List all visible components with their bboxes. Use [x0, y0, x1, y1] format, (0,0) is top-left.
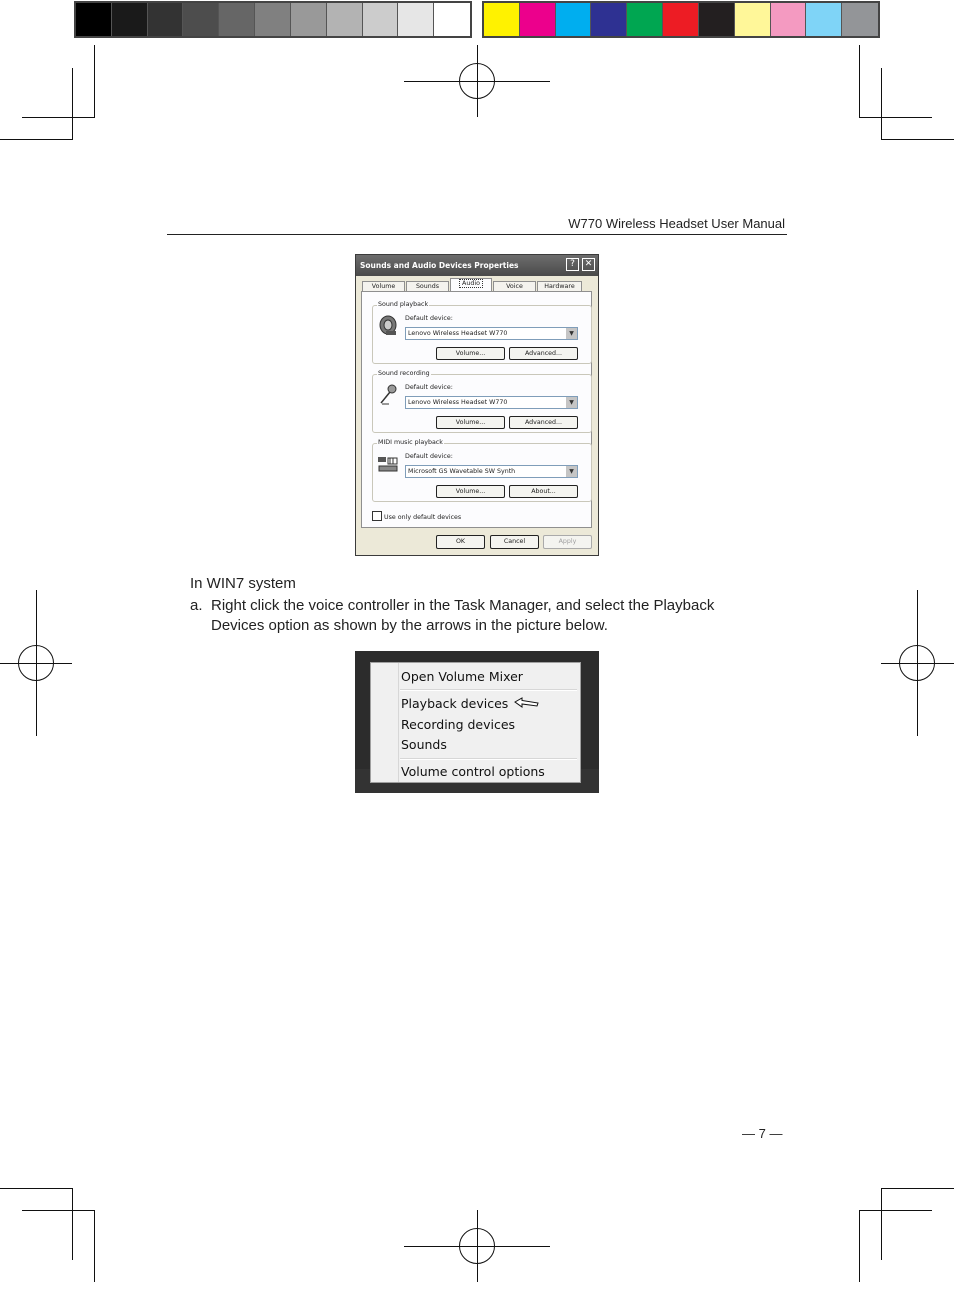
color-swatch — [76, 3, 112, 36]
crop-mark — [22, 1210, 95, 1211]
win7-heading: In WIN7 system — [190, 575, 296, 592]
midi-playback-group — [372, 439, 592, 502]
sound-recording-group — [372, 370, 592, 433]
crop-mark — [94, 45, 95, 117]
tab-volume[interactable]: Volume — [362, 281, 405, 291]
color-swatch — [842, 3, 878, 36]
cancel-button[interactable]: Cancel — [490, 535, 539, 549]
ok-button[interactable]: OK — [436, 535, 485, 549]
process-color-bar — [482, 1, 880, 38]
checkbox-box[interactable] — [372, 511, 382, 521]
color-swatch — [591, 3, 627, 36]
group-label: MIDI music playback — [378, 439, 443, 446]
page-number: — 7 — — [742, 1126, 783, 1141]
sounds-audio-dialog-screenshot — [355, 254, 599, 556]
dialog-titlebar — [356, 255, 598, 276]
tab-voice[interactable]: Voice — [493, 281, 536, 291]
audio-tab-panel — [361, 291, 592, 528]
running-header — [167, 210, 787, 235]
menu-gutter — [398, 663, 399, 782]
crop-mark — [881, 68, 882, 140]
tab-hardware[interactable]: Hardware — [537, 281, 582, 291]
color-swatch — [735, 3, 771, 36]
chevron-down-icon: ▼ — [566, 397, 577, 408]
menu-item-playback-devices[interactable]: Playback devices — [401, 696, 540, 711]
color-swatch — [627, 3, 663, 36]
midi-device-select[interactable]: Microsoft GS Wavetable SW Synth ▼ — [405, 465, 578, 478]
step-text-line2: Devices option as shown by the arrows in the picture below. — [211, 617, 608, 634]
playback-volume-button[interactable]: Volume... — [436, 347, 505, 360]
menu-item-recording-devices[interactable]: Recording devices — [401, 717, 516, 732]
group-label: Sound recording — [378, 370, 430, 377]
chevron-down-icon: ▼ — [566, 328, 577, 339]
tab-audio[interactable]: Audio — [450, 278, 492, 291]
color-swatch — [771, 3, 807, 36]
left-arrow-icon — [514, 697, 540, 709]
context-menu — [370, 662, 581, 783]
header-title: W770 Wireless Headset User Manual — [568, 216, 785, 231]
color-swatch — [148, 3, 184, 36]
default-device-label: Default device: — [405, 384, 453, 391]
menu-separator — [400, 689, 577, 691]
speaker-icon — [377, 314, 399, 336]
playback-device-select[interactable]: Lenovo Wireless Headset W770 ▼ — [405, 327, 578, 340]
recording-device-select[interactable]: Lenovo Wireless Headset W770 ▼ — [405, 396, 578, 409]
crop-mark — [881, 139, 954, 140]
chevron-down-icon: ▼ — [566, 466, 577, 477]
sound-playback-group — [372, 301, 592, 364]
color-swatch — [663, 3, 699, 36]
crop-mark — [94, 1210, 95, 1282]
grayscale-color-bar — [74, 1, 472, 38]
menu-separator — [400, 758, 577, 760]
color-swatch — [398, 3, 434, 36]
volume-context-menu-screenshot — [355, 651, 599, 793]
menu-item-sounds[interactable]: Sounds — [401, 737, 447, 752]
color-swatch — [806, 3, 842, 36]
crop-mark — [859, 1210, 860, 1282]
crop-mark — [859, 45, 860, 117]
help-button[interactable]: ? — [566, 258, 579, 271]
color-swatch — [183, 3, 219, 36]
checkbox-label: Use only default devices — [384, 514, 462, 521]
tab-sounds[interactable]: Sounds — [406, 281, 449, 291]
crop-mark — [859, 117, 932, 118]
color-swatch — [112, 3, 148, 36]
crop-mark — [881, 1188, 954, 1189]
color-swatch — [484, 3, 520, 36]
midi-keyboard-icon — [377, 452, 399, 474]
crop-mark — [22, 117, 95, 118]
color-swatch — [219, 3, 255, 36]
color-swatch — [556, 3, 592, 36]
crop-mark — [72, 1188, 73, 1260]
color-swatch — [699, 3, 735, 36]
playback-advanced-button[interactable]: Advanced... — [509, 347, 578, 360]
apply-button[interactable]: Apply — [543, 535, 592, 549]
default-device-label: Default device: — [405, 453, 453, 460]
dialog-title: Sounds and Audio Devices Properties — [360, 261, 519, 270]
recording-volume-button[interactable]: Volume... — [436, 416, 505, 429]
crop-mark — [0, 139, 73, 140]
step-marker: a. — [190, 597, 203, 614]
recording-advanced-button[interactable]: Advanced... — [509, 416, 578, 429]
color-swatch — [255, 3, 291, 36]
microphone-icon — [377, 383, 399, 405]
step-text-line1: Right click the voice controller in the Task Manager, and select the Playback — [211, 597, 715, 614]
color-swatch — [434, 3, 470, 36]
color-swatch — [520, 3, 556, 36]
crop-mark — [72, 68, 73, 140]
menu-item-open-volume-mixer[interactable]: Open Volume Mixer — [401, 669, 523, 684]
color-swatch — [291, 3, 327, 36]
close-button[interactable]: ✕ — [582, 258, 595, 271]
crop-mark — [859, 1210, 932, 1211]
crop-mark — [881, 1188, 882, 1260]
color-swatch — [363, 3, 399, 36]
crop-mark — [0, 1188, 73, 1189]
color-swatch — [327, 3, 363, 36]
default-device-label: Default device: — [405, 315, 453, 322]
midi-about-button[interactable]: About... — [509, 485, 578, 498]
menu-item-volume-control-options[interactable]: Volume control options — [401, 764, 545, 779]
use-default-devices-checkbox[interactable] — [372, 511, 461, 521]
group-label: Sound playback — [378, 301, 429, 308]
midi-volume-button[interactable]: Volume... — [436, 485, 505, 498]
